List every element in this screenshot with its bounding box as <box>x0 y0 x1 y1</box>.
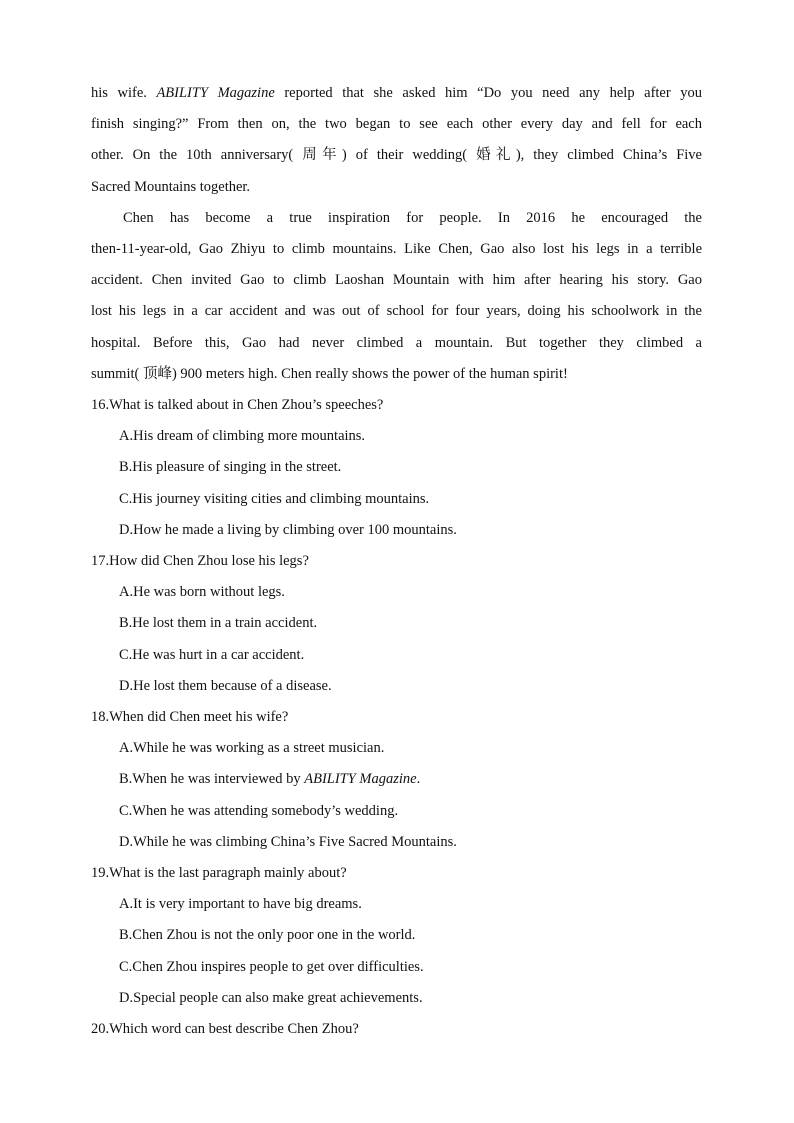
magazine-title: ABILITY Magazine <box>156 85 275 101</box>
text-line: summit( 顶峰) 900 meters high. Chen really shows the power of the human spirit! <box>91 365 568 382</box>
option-b: B.His pleasure of singing in the street. <box>119 459 342 476</box>
question-20 <box>91 1014 702 1045</box>
option-c: C.Chen Zhou inspires people to get over difficulties. <box>119 958 424 975</box>
question-17 <box>91 546 702 702</box>
text-line: accident. Chen invited Gao to climb Laoshan Mountain with him after hearing his story. Gao <box>91 272 702 289</box>
document-page <box>91 78 702 1045</box>
option-d: D.He lost them because of a disease. <box>119 677 332 694</box>
option-b: B.When he was interviewed by ABILITY Magazine. <box>119 771 421 788</box>
option-a: A.His dream of climbing more mountains. <box>119 428 366 445</box>
option-c: C.His journey visiting cities and climbing mountains. <box>119 490 430 507</box>
option-d: D.While he was climbing China’s Five Sacred Mountains. <box>119 833 457 850</box>
question-18 <box>91 702 702 858</box>
text-line: his wife. ABILITY Magazine reported that she asked him “Do you need any help after you <box>91 85 703 101</box>
question-stem: 17.How did Chen Zhou lose his legs? <box>91 553 309 570</box>
text-line: Sacred Mountains together. <box>91 178 251 195</box>
text-line: hospital. Before this, Gao had never climbed a mountain. But together they climbed a <box>91 334 702 351</box>
text-line: Chen has become a true inspiration for people. In 2016 he encouraged the <box>123 209 702 226</box>
option-a: A.While he was working as a street musician. <box>119 740 385 757</box>
option-d: D.Special people can also make great achievements. <box>119 989 423 1006</box>
passage-paragraph-1 <box>91 78 702 203</box>
option-a: A.He was born without legs. <box>119 584 285 601</box>
passage-paragraph-2 <box>91 203 702 390</box>
option-b: B.He lost them in a train accident. <box>119 615 318 632</box>
option-c: C.He was hurt in a car accident. <box>119 646 305 663</box>
text-line: other. On the 10th anniversary( 周年) of their wedding( 婚礼), they climbed China’s Five <box>91 147 702 164</box>
option-a: A.It is very important to have big dreams. <box>119 896 362 913</box>
question-stem: 18.When did Chen meet his wife? <box>91 709 289 726</box>
question-stem: 20.Which word can best describe Chen Zhou? <box>91 1021 359 1038</box>
option-c: C.When he was attending somebody’s wedding. <box>119 802 399 819</box>
magazine-title: ABILITY Magazine <box>304 771 417 788</box>
text-line: then-11-year-old, Gao Zhiyu to climb mountains. Like Chen, Gao also lost his legs in a terrible <box>91 241 702 258</box>
question-stem: 16.What is talked about in Chen Zhou’s speeches? <box>91 397 384 414</box>
text-line: lost his legs in a car accident and was out of school for four years, doing his schoolwork in the <box>91 303 702 320</box>
question-19 <box>91 858 702 1014</box>
option-b: B.Chen Zhou is not the only poor one in the world. <box>119 927 416 944</box>
question-16 <box>91 390 702 546</box>
option-d: D.How he made a living by climbing over 100 mountains. <box>119 521 457 538</box>
text-line: finish singing?” From then on, the two began to see each other every day and fell for each <box>91 116 702 133</box>
question-stem: 19.What is the last paragraph mainly about? <box>91 865 347 882</box>
